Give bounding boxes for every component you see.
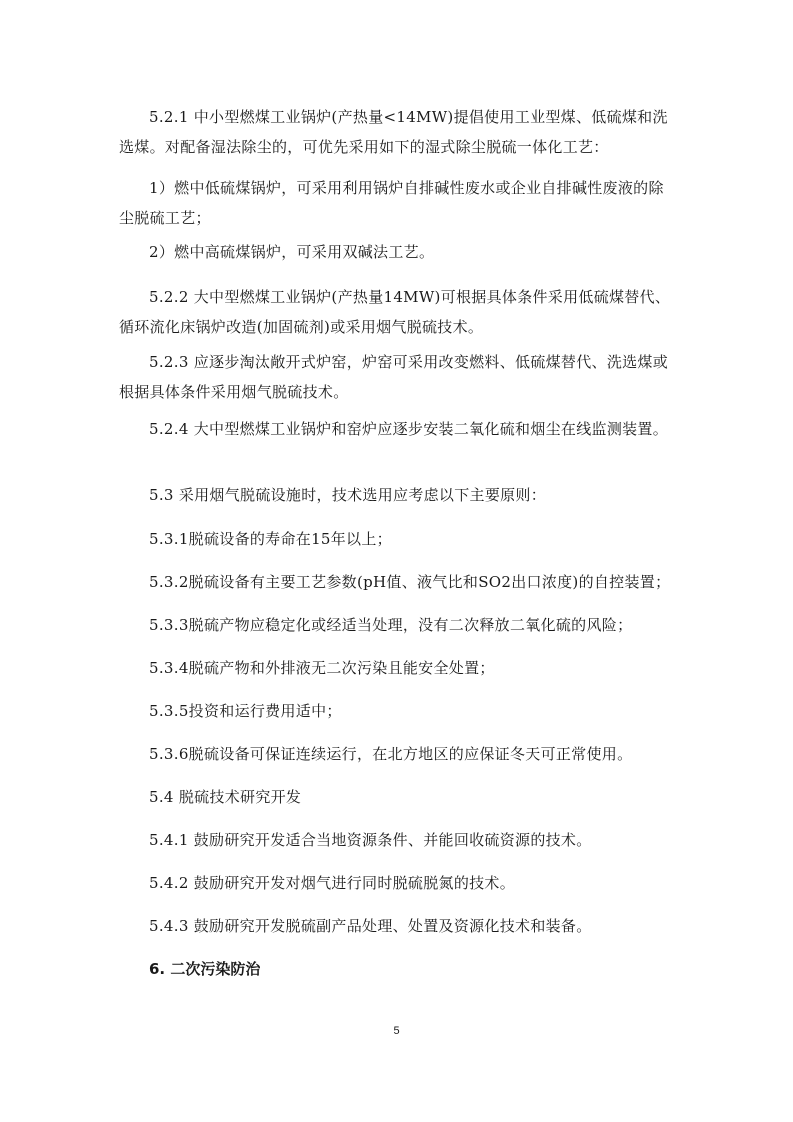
paragraph-5-4: 5.4 脱硫技术研究开发	[149, 788, 302, 806]
paragraph-5-3-5: 5.3.5投资和运行费用适中；	[149, 702, 342, 720]
paragraph-5-3-6: 5.3.6脱硫设备可保证连续运行，在北方地区的应保证冬天可正常使用。	[149, 745, 633, 763]
paragraph-5-3-3: 5.3.3脱硫产物应稳定化或经适当处理，没有二次释放二氧化硫的风险；	[149, 616, 633, 634]
paragraph-item-2: 2）燃中高硫煤锅炉，可采用双碱法工艺。	[149, 243, 435, 261]
paragraph-5-2-1: 5.2.1 中小型燃煤工业锅炉(产热量<14MW)提倡使用工业型煤、低硫煤和洗选煤。对配备湿法除尘的，可优先采用如下的湿式除尘脱硫一体化工艺：	[119, 108, 668, 156]
page-number: 5	[393, 1025, 400, 1037]
paragraph-5-2-4: 5.2.4 大中型燃煤工业锅炉和窑炉应逐步安装二氧化硫和烟尘在线监测装置。	[149, 420, 669, 438]
paragraph-5-3-1: 5.3.1脱硫设备的寿命在15年以上；	[149, 530, 392, 548]
paragraph-5-4-3: 5.4.3 鼓励研究开发脱硫副产品处理、处置及资源化技术和装备。	[149, 917, 592, 935]
paragraph-item-1: 1）燃中低硫煤锅炉，可采用利用锅炉自排碱性废水或企业自排碱性废液的除尘脱硫工艺；	[119, 179, 664, 227]
section-heading: 6. 二次污染防治	[149, 960, 261, 978]
paragraph-5-4-1: 5.4.1 鼓励研究开发适合当地资源条件、并能回收硫资源的技术。	[149, 831, 592, 849]
paragraph-5-3: 5.3 采用烟气脱硫设施时，技术选用应考虑以下主要原则：	[149, 486, 547, 504]
paragraph-5-2-3: 5.2.3 应逐步淘汰敞开式炉窑，炉窑可采用改变燃料、低硫煤替代、洗选煤或根据具体条件采用烟气脱硫技术。	[119, 353, 669, 401]
paragraph-5-2-2: 5.2.2 大中型燃煤工业锅炉(产热量14MW)可根据具体条件采用低硫煤替代、循环流化床锅炉改造(加固硫剂)或采用烟气脱硫技术。	[119, 288, 671, 336]
paragraph-5-4-2: 5.4.2 鼓励研究开发对烟气进行同时脱硫脱氮的技术。	[149, 874, 516, 892]
paragraph-5-3-2: 5.3.2脱硫设备有主要工艺参数(pH值、液气比和SO2出口浓度)的自控装置；	[149, 573, 671, 591]
paragraph-5-3-4: 5.3.4脱硫产物和外排液无二次污染且能安全处置；	[149, 659, 495, 677]
